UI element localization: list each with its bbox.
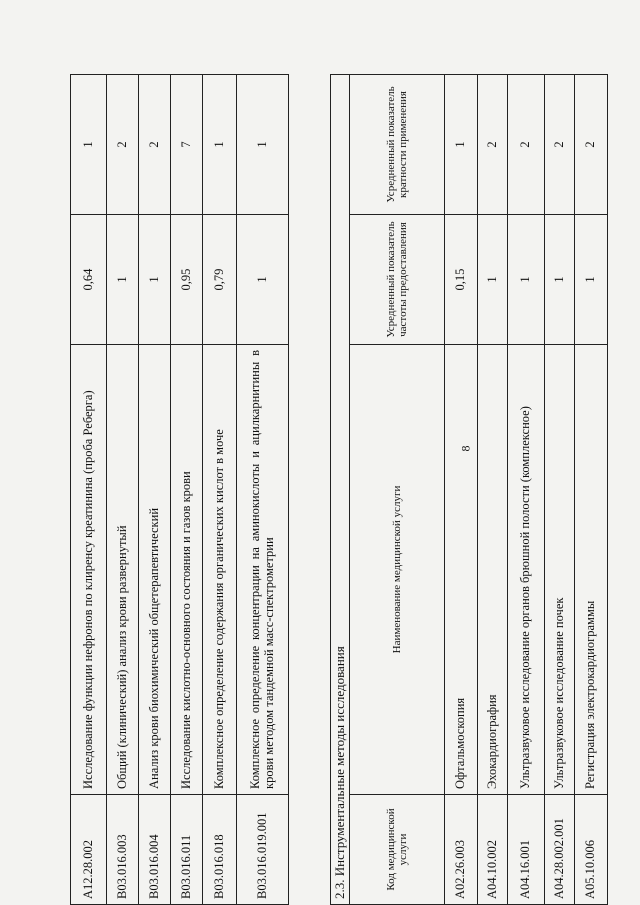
cell-code: B03.016.011 xyxy=(171,795,203,905)
table-row xyxy=(71,75,107,905)
cell-freq: 0,64 xyxy=(71,215,107,345)
table-row xyxy=(171,75,203,905)
cell-mult: 2 xyxy=(139,75,171,215)
cell-freq: 1 xyxy=(508,215,545,345)
cell-mult: 2 xyxy=(575,74,608,214)
cell-code: B03.016.003 xyxy=(107,795,139,905)
table-row xyxy=(107,75,139,905)
cell-name: Ультразвуковое исследование почек xyxy=(545,345,575,795)
header-code: Код медицинской услуги xyxy=(350,795,445,905)
cell-mult: 2 xyxy=(107,75,139,215)
cell-name: Ультразвуковое исследование органов брюшной полости (комплексное) xyxy=(508,345,545,795)
header-frequency: Усредненный показатель частоты предоставления xyxy=(350,215,445,345)
cell-freq: 1 xyxy=(575,215,608,345)
cell-name: Эхокардиография xyxy=(478,345,508,795)
header-multiplicity: Усредненный показатель кратности применения xyxy=(350,74,445,214)
cell-code: A04.16.001 xyxy=(508,795,545,905)
table-row xyxy=(478,74,508,904)
cell-code: A04.10.002 xyxy=(478,795,508,905)
rotated-document xyxy=(0,75,640,905)
cell-freq: 1 xyxy=(478,215,508,345)
cell-mult: 1 xyxy=(71,75,107,215)
cell-freq: 1 xyxy=(237,215,289,345)
page-number: 8 xyxy=(458,445,473,452)
section-title: 2.3. Инструментальные методы исследования xyxy=(331,74,350,904)
table-row xyxy=(203,75,237,905)
cell-freq: 1 xyxy=(107,215,139,345)
cell-code: B03.016.018 xyxy=(203,795,237,905)
table-row xyxy=(508,74,545,904)
table-row xyxy=(139,75,171,905)
cell-name: Исследование функции нефронов по клиренсу креатинина (проба Реберга) xyxy=(71,345,107,795)
table-row xyxy=(575,74,608,904)
lab-tests-table xyxy=(70,74,289,905)
header-name: Наименование медицинской услуги xyxy=(350,345,445,795)
instrumental-methods-table xyxy=(330,74,608,905)
table-row xyxy=(237,75,289,905)
cell-code: B03.016.004 xyxy=(139,795,171,905)
cell-mult: 7 xyxy=(171,75,203,215)
cell-mult: 2 xyxy=(478,74,508,214)
cell-name: Комплексное определение содержания органических кислот в моче xyxy=(203,345,237,795)
cell-name: Исследование кислотно-основного состояния и газов крови xyxy=(171,345,203,795)
cell-mult: 1 xyxy=(237,75,289,215)
cell-name: Офтальмоскопия xyxy=(445,345,478,795)
cell-code: B03.016.019.001 xyxy=(237,795,289,905)
cell-name: Комплексное определение концентрации на аминокислоты и ацилкарнитины в крови методом тандемной масс-спектрометрии xyxy=(237,345,289,795)
cell-code: A12.28.002 xyxy=(71,795,107,905)
cell-mult: 2 xyxy=(545,74,575,214)
cell-freq: 0,95 xyxy=(171,215,203,345)
cell-code: A05.10.006 xyxy=(575,795,608,905)
cell-name: Регистрация электрокардиограммы xyxy=(575,345,608,795)
table-row xyxy=(545,74,575,904)
cell-mult: 1 xyxy=(203,75,237,215)
cell-freq: 1 xyxy=(139,215,171,345)
cell-name: Общий (клинический) анализ крови развернутый xyxy=(107,345,139,795)
cell-code: A02.26.003 xyxy=(445,795,478,905)
cell-mult: 2 xyxy=(508,74,545,214)
table-row xyxy=(445,74,478,904)
cell-code: A04.28.002.001 xyxy=(545,795,575,905)
cell-freq: 1 xyxy=(545,215,575,345)
cell-mult: 1 xyxy=(445,74,478,214)
cell-freq: 0,15 xyxy=(445,215,478,345)
cell-freq: 0,79 xyxy=(203,215,237,345)
cell-name: Анализ крови биохимический общетерапевтический xyxy=(139,345,171,795)
